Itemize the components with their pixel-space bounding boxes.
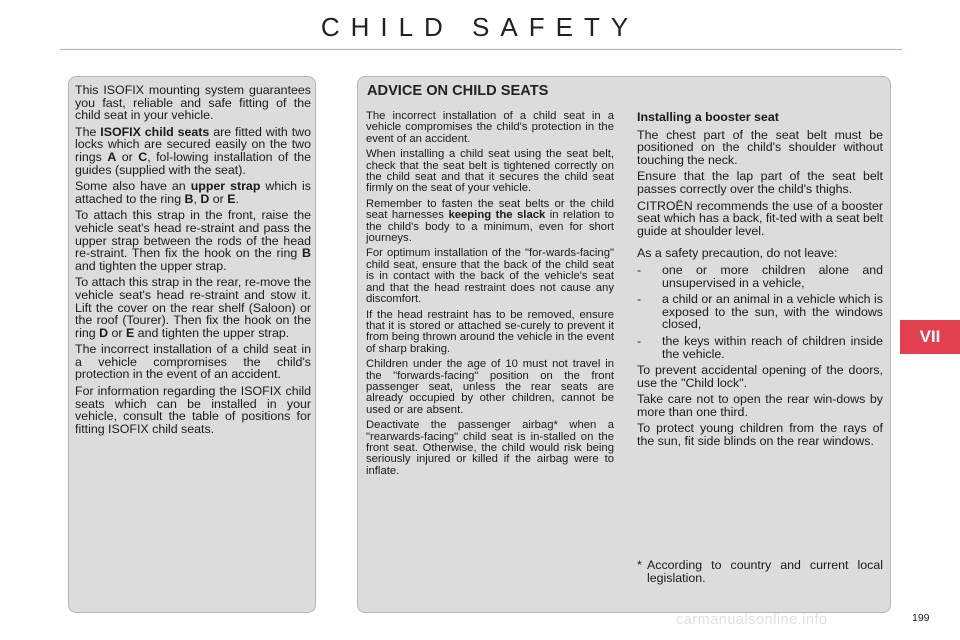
booster-paragraph: To prevent accidental opening of the doors, use the "Child lock". [637,363,883,390]
advice-column-left [366,111,614,481]
isofix-paragraph: The ISOFIX child seats are fitted with two locks which are secured easily on the two rings A or C, fol-lowing installation of the guides (supplied with the seat). [75,124,311,177]
booster-paragraph: Take care not to open the rear win-dows by more than one third. [637,392,883,419]
advice-paragraph: If the head restraint has to be removed, ensure that it is stored or attached se-curely to prevent it from being thrown around the vehicle in the event of sharp braking. [366,308,614,355]
booster-paragraph: Ensure that the lap part of the seat belt passes correctly over the child's thighs. [637,169,883,196]
advice-heading: ADVICE ON CHILD SEATS [367,83,549,99]
footnote-text: According to country and current local legislation. [647,558,883,585]
advice-column-right [637,111,883,452]
booster-paragraph: CITROËN recommends the use of a booster seat which has a back, fit-ted with a seat belt guide at shoulder level. [637,198,883,238]
watermark: carmanualsonline.info [676,612,828,628]
advice-paragraph: Children under the age of 10 must not travel in the "forwards-facing" position on the front passenger seat, unless the rear seats are already occupied by other children, cannot be used or are absent. [366,358,614,416]
precaution-item: - a child or an animal in a vehicle which is exposed to the sun, with the windows closed, [637,292,883,332]
isofix-paragraph: The incorrect installation of a child seat in a vehicle compromises the child's protection in the event of an accident. [75,342,311,382]
isofix-text [75,84,311,439]
advice-paragraph: Deactivate the passenger airbag* when a "rearwards-facing" child seat is in-stalled on the front seat. Otherwise, the child would risk being seriously injured or killed if the airbag were to inflate. [366,419,614,477]
advice-paragraph: When installing a child seat using the seat belt, check that the seat belt is tightened correctly on the child seat and that it secures the child seat firmly on the seat of your vehicle. [366,148,614,195]
isofix-paragraph: For information regarding the ISOFIX child seats which can be installed in your vehicle, consult the table of positions for fitting ISOFIX child seats. [75,384,311,436]
isofix-paragraph: To attach this strap in the rear, re-move the vehicle seat's head re-straint and stow it. Lift the cover on the rear shelf (Saloon) or the roof (Tourer). Then fix the hook on the ring D or E and tighten the upper strap. [75,275,311,340]
booster-seat-heading: Installing a booster seat [637,110,779,124]
chapter-tab: VII [900,320,960,354]
precaution-item: - one or more children alone and unsupervised in a vehicle, [637,262,883,290]
isofix-paragraph: Some also have an upper strap which is attached to the ring B, D or E. [75,179,311,206]
title-divider [60,49,902,50]
page-number: 199 [912,612,930,624]
isofix-paragraph: This ISOFIX mounting system guarantees you fast, reliable and safe fitting of the child seat in your vehicle. [75,83,311,123]
precaution-intro: As a safety precaution, do not leave: [637,246,838,261]
booster-paragraph: The chest part of the seat belt must be positioned on the child's shoulder without touching the neck. [637,127,883,167]
advice-paragraph: The incorrect installation of a child seat in a vehicle compromises the child's protection in the event of an accident. [366,110,614,145]
footnote-star: * [637,558,642,572]
footnote [637,559,883,584]
booster-paragraph: To protect young children from the rays of the sun, fit side blinds on the rear windows. [637,421,883,449]
advice-panel [357,76,891,613]
isofix-info-panel [68,76,316,613]
page-title: CHILD SAFETY [320,12,640,42]
isofix-paragraph: To attach this strap in the front, raise the vehicle seat's head re-straint and pass the upper strap between the rods of the head re-straint. Then fix the hook on the ring B and tighten the upper strap. [75,208,311,273]
advice-paragraph: Remember to fasten the seat belts or the child seat harnesses keeping the slack in relation to the child's body to a minimum, even for short journeys. [366,197,614,245]
advice-paragraph: For optimum installation of the "for-wards-facing" child seat, ensure that the back of the child seat is in contact with the back of the vehicle's seat and that the head restraint does not cause any discomfort. [366,247,614,306]
precaution-item: - the keys within reach of children inside the vehicle. [637,333,883,361]
